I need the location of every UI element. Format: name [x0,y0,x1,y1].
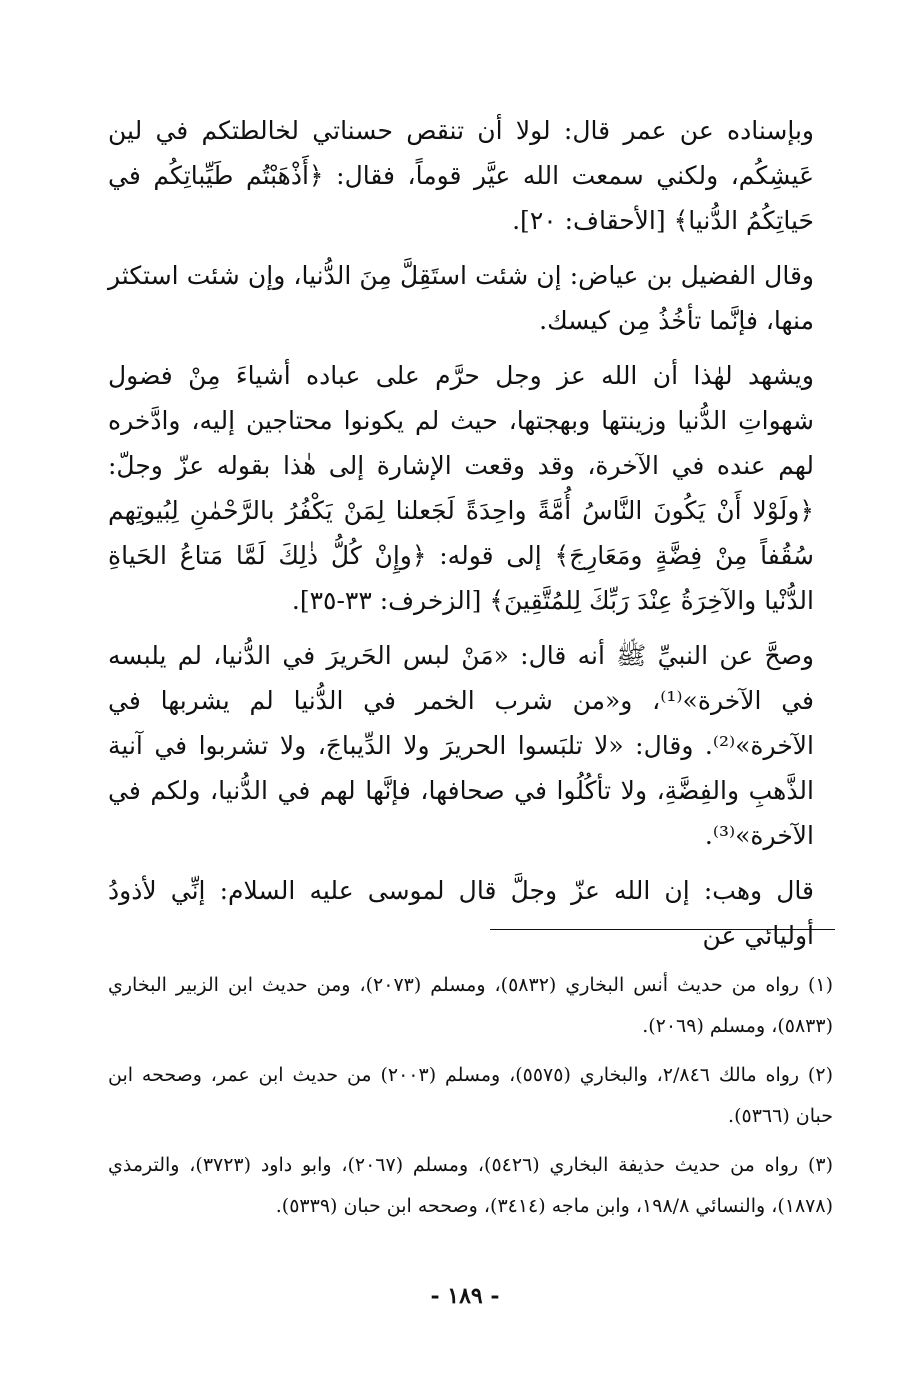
main-text [108,108,814,968]
paragraph-hadith: وصحَّ عن النبيِّ ﷺ أنه قال: «مَنْ لبس الحَريرَ في الدُّنيا، لم يلبسه في الآخرة»⁽¹⁾، و«من شرب الخمر في الدُّنيا لم يشربها في الآخرة»⁽²⁾. وقال: «لا تلبَسوا الحريرَ ولا الدِّيباجَ، ولا تشربوا في آنية الذَّهبِ والفِضَّةِ، ولا تأكُلُوا في صحافها، فإنَّها لهم في الدُّنيا، ولكم في الآخرة»⁽³⁾. [108,641,814,850]
footnote-1: (١) رواه من حديث أنس البخاري (٥٨٣٢)، ومسلم (٢٠٧٣)، ومن حديث ابن الزبير البخاري (٥٨٣٣)، ومسلم (٢٠٦٩). [108,974,833,1037]
footnote-2: (٢) رواه مالك ٢/٨٤٦، والبخاري (٥٥٧٥)، ومسلم (٢٠٠٣) من حديث ابن عمر، وصححه ابن حبان (٥٣٦٦). [108,1064,833,1127]
footnote-divider [490,929,835,930]
paragraph-umar: وبإسناده عن عمر قال: لولا أن تنقص حسناتي لخالطتكم في لين عَيشِكُم، ولكني سمعت الله عيَّر قوماً، فقال: ﴿أَذْهَبْتُم طَيِّباتِكُم في حَياتِكُمُ الدُّنيا﴾ [الأحقاف: ٢٠]. [108,116,814,235]
paragraph-wahb: قال وهب: إن الله عزّ وجلَّ قال لموسى عليه السلام: إنِّي لأذودُ أوليائي عن [108,876,814,950]
paragraph-fudayl: وقال الفضيل بن عياض: إن شئت استَقِلَّ مِنَ الدُّنيا، وإن شئت استكثر منها، فإنَّما تأخُذُ مِن كيسك. [108,261,814,335]
footnotes [108,965,833,1235]
page-number: - ١٨٩ - [430,1283,500,1309]
paragraph-evidence: ويشهد لهٰذا أن الله عز وجل حرَّم على عباده أشياءَ مِنْ فضول شهواتِ الدُّنيا وزينتها وبهجتها، حيث لم يكونوا محتاجين إليه، وادَّخره لهم عنده في الآخرة، وقد وقعت الإشارة إلى هٰذا بقوله عزّ وجلّ: ﴿ولَوْلا أَنْ يَكُونَ النَّاسُ أُمَّةً واحِدَةً لَجَعلنا لِمَنْ يَكْفُرُ بالرَّحْمٰنِ لِبُيوتِهم سُقُفاً مِنْ فِضَّةٍ ومَعَارِجَ﴾ إلى قوله: ﴿وإِنْ كُلُّ ذٰلِكَ لَمَّا مَتاعُ الحَياةِ الدُّنْيا والآخِرَةُ عِنْدَ رَبِّكَ لِلمُتَّقِينَ﴾ [الزخرف: ٣٣-٣٥]. [108,361,814,615]
footnote-3: (٣) رواه من حديث حذيفة البخاري (٥٤٢٦)، ومسلم (٢٠٦٧)، وابو داود (٣٧٢٣)، والترمذي (١٨٧٨)، والنسائي ١٩٨/٨، وابن ماجه (٣٤١٤)، وصححه ابن حبان (٥٣٣٩). [108,1154,833,1217]
